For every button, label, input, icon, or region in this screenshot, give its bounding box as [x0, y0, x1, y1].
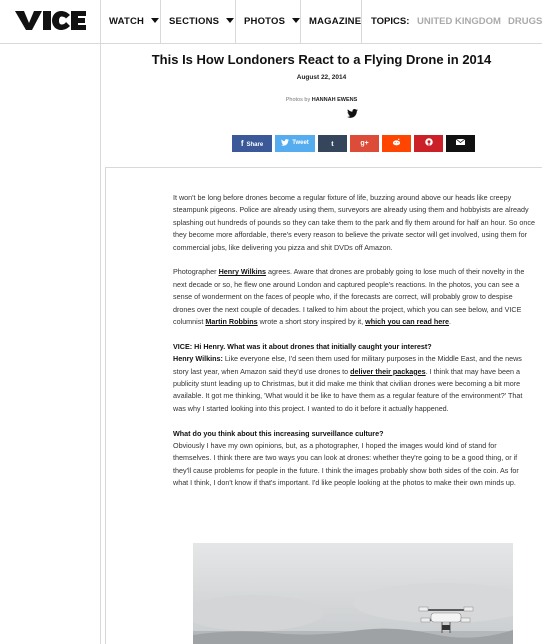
link-read-here[interactable]: which you can read here	[365, 317, 450, 327]
tumblr-icon: t	[331, 139, 334, 148]
share-twitter-label: Tweet	[292, 140, 309, 146]
article-photo	[193, 543, 513, 644]
article-title: This Is How Londoners React to a Flying Drone in 2014	[151, 52, 492, 67]
nav-watch-label: WATCH	[109, 16, 145, 27]
photo-credit-prefix: Photos by	[285, 97, 311, 103]
text-span: Like everyone else, I'd seen them used for military purposes in the Middle East, and the news story last year, when Amazon said they'd use drones to	[173, 354, 522, 376]
text-span: .	[449, 317, 452, 327]
chevron-down-icon	[151, 18, 159, 23]
drone-photo-image	[193, 543, 513, 644]
nav-photos-label: PHOTOS	[244, 16, 286, 27]
pinterest-icon	[425, 138, 433, 146]
qa-block-2	[173, 428, 535, 490]
email-icon	[456, 139, 465, 145]
share-facebook-label: Share	[246, 142, 264, 148]
text-span: wrote a short story inspired by it,	[257, 317, 366, 327]
twitter-icon[interactable]	[347, 109, 358, 118]
article-date: August 22, 2014	[296, 74, 347, 81]
paragraph-intro: It won't be long before drones become a regular fixture of life, buzzing around above our heads like creepy steampunk pigeons. Police are already using them, surveyors are already using them and hobbyists are already splashing out hundreds of pounds so they can take them to the park and fly them around for half an hour. So once they become more affordable, there's every reason to believe the private sector will get involved, using them for commercial jobs, like delivering you pizza and shit DVDs off Amazon.	[173, 193, 536, 252]
nav-magazine[interactable]	[301, 0, 362, 44]
share-facebook-button[interactable]	[232, 135, 272, 152]
left-column	[0, 44, 101, 644]
share-googleplus-button[interactable]	[350, 135, 379, 152]
nav-watch[interactable]	[101, 0, 161, 44]
topic-drugs[interactable]: DRUGS	[508, 16, 542, 27]
question-2: What do you think about this increasing surveillance culture?	[173, 428, 384, 438]
photographer-link[interactable]: HANNAH EWENS	[311, 97, 358, 103]
question-1: VICE: Hi Henry. What was it about drones that initially caught your interest?	[173, 341, 432, 351]
share-pinterest-button[interactable]	[414, 135, 443, 152]
article-body	[173, 192, 535, 502]
answer-speaker-label: Henry Wilkins:	[173, 354, 223, 364]
answer-2: Obviously I have my own opinions, but, as a photographer, I hoped the images would kind of stand for themselves. I think there are two ways you can look at drones: whether they're going to be a good thing, or if they'll cause problems for people in the future. I think the images probably show both sides of the coin. As for what I think, I don't know if that's important. I'd like people looking at the photos to make their own minds up.	[173, 441, 519, 488]
twitter-icon	[281, 139, 289, 146]
qa-block-1	[173, 341, 535, 415]
topics-label: TOPICS:	[371, 16, 410, 27]
share-email-button[interactable]	[446, 135, 475, 152]
link-henry-wilkins[interactable]: Henry Wilkins	[218, 267, 267, 277]
nav-sections[interactable]	[161, 0, 236, 44]
share-twitter-button[interactable]	[275, 135, 315, 152]
chevron-down-icon	[292, 18, 300, 23]
reddit-icon	[392, 138, 401, 146]
vice-logo[interactable]	[15, 9, 87, 31]
text-span: Photographer	[173, 267, 219, 277]
link-deliver-packages[interactable]: deliver their packages	[350, 366, 426, 376]
text-span: . I think that may have been a publicity stunt leading up to Christmas, but it did make me think that civilian drones were becoming a bit more available. It got me thinking, 'What would it be like to have them as a regular feature of the environment?' That was why I started looking into this project. I wanted to do it before it actually happened.	[173, 366, 523, 413]
chevron-down-icon	[226, 18, 234, 23]
share-tumblr-button[interactable]	[318, 135, 347, 152]
topic-united-kingdom[interactable]: UNITED KINGDOM	[417, 16, 501, 27]
text-span: agrees. Aware that drones are probably going to lose much of their novelty in the next decade or so, he flew one around London and captured people's reactions. In the photos, you can see a sense of wonderment on the faces of people who, if the forecasts are correct, will probably grow to despise drones over the next couple of decades. I talked to him about the project, which you can see below, and VICE columnist	[173, 267, 525, 327]
logo-cell	[0, 0, 101, 44]
top-nav	[0, 0, 542, 44]
nav-sections-label: SECTIONS	[169, 16, 220, 27]
googleplus-icon: g+	[360, 140, 369, 147]
facebook-icon: f	[240, 139, 244, 148]
nav-magazine-label: MAGAZINE	[309, 16, 362, 27]
nav-photos[interactable]	[236, 0, 301, 44]
share-reddit-button[interactable]	[382, 135, 411, 152]
link-martin-robbins[interactable]: Martin Robbins	[205, 317, 258, 327]
photo-credit	[101, 97, 542, 103]
paragraph-photographer	[173, 266, 535, 328]
